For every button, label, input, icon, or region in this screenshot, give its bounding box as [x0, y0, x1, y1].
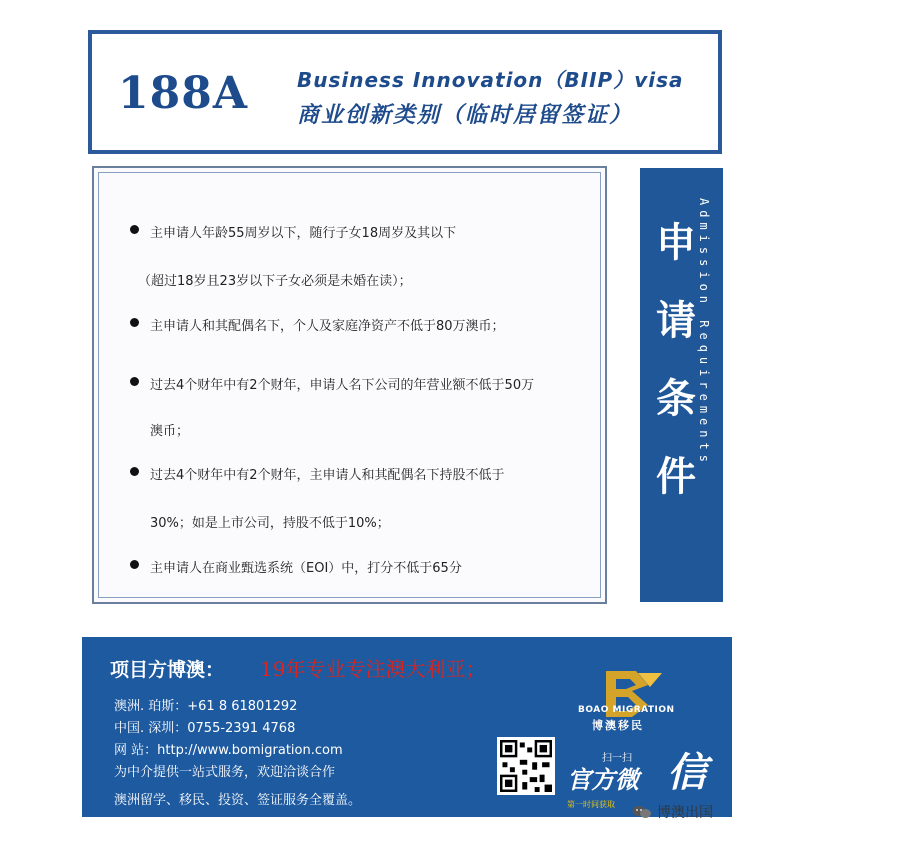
watermark: [632, 802, 713, 822]
bullet-icon: [130, 225, 139, 234]
wechat-label: 官方微: [567, 766, 639, 794]
requirement-item: 过去4个财年中有2个财年，主申请人和其配偶名下持股不低于: [150, 468, 505, 483]
wechat-icon: [632, 805, 652, 819]
header-box: [88, 30, 722, 154]
bullet-icon: [130, 467, 139, 476]
watermark-text: 博澳出国: [657, 805, 713, 821]
requirement-item: 主申请人年龄55周岁以下，随行子女18周岁及其以下: [150, 226, 457, 241]
scan-hint: 扫一扫: [602, 753, 632, 764]
project-title: 项目方博澳：: [110, 659, 225, 681]
slogan: 19年专业专注澳大利亚；: [260, 657, 486, 681]
requirement-item-continuation: （超过18岁且23岁以下子女必须是未婚在读）；: [138, 274, 412, 289]
bullet-icon: [130, 318, 139, 327]
bullet-icon: [130, 377, 139, 386]
contact-shenzhen: 中国. 深圳：0755-2391 4768: [114, 721, 296, 736]
footer-banner: [82, 637, 732, 817]
admission-requirements-panel: [640, 168, 723, 602]
requirement-item-continuation: 30%；如是上市公司，持股不低于10%；: [150, 516, 390, 531]
requirement-item: 过去4个财年中有2个财年，申请人名下公司的年营业额不低于50万: [150, 378, 535, 393]
requirement-item: 主申请人在商业甄选系统（EOI）中，打分不低于65分: [150, 561, 462, 576]
logo-text-cn: 博澳移民: [592, 719, 644, 732]
visa-title-en: Business Innovation（BIIP）visa: [297, 68, 684, 92]
bullet-icon: [130, 560, 139, 569]
contact-website[interactable]: 网 站：http://www.bomigration.com: [114, 743, 343, 758]
visa-code: 188A: [118, 68, 248, 119]
logo-text-en: BOAO MIGRATION: [578, 705, 675, 715]
side-title-en: Admission Requirements: [697, 198, 711, 467]
requirement-item-continuation: 澳币；: [150, 424, 190, 439]
qr-code-icon: [500, 740, 552, 792]
footer-note: 为中介提供一站式服务，欢迎洽谈合作: [114, 765, 336, 780]
requirements-box: [92, 166, 607, 604]
visa-title-cn: 商业创新类别（临时居留签证）: [297, 103, 634, 128]
side-title-cn: 申 请 条 件: [656, 219, 696, 500]
requirement-item: 主申请人和其配偶名下，个人及家庭净资产不低于80万澳币；: [150, 319, 505, 334]
contact-perth: 澳洲. 珀斯：+61 8 61801292: [114, 699, 298, 714]
footer-services: 澳洲留学、移民、投资、签证服务全覆盖。: [114, 793, 362, 808]
wechat-label-large: 信: [667, 749, 707, 796]
wechat-note: 第一时间获取: [567, 800, 615, 809]
qr-code[interactable]: [497, 737, 555, 795]
